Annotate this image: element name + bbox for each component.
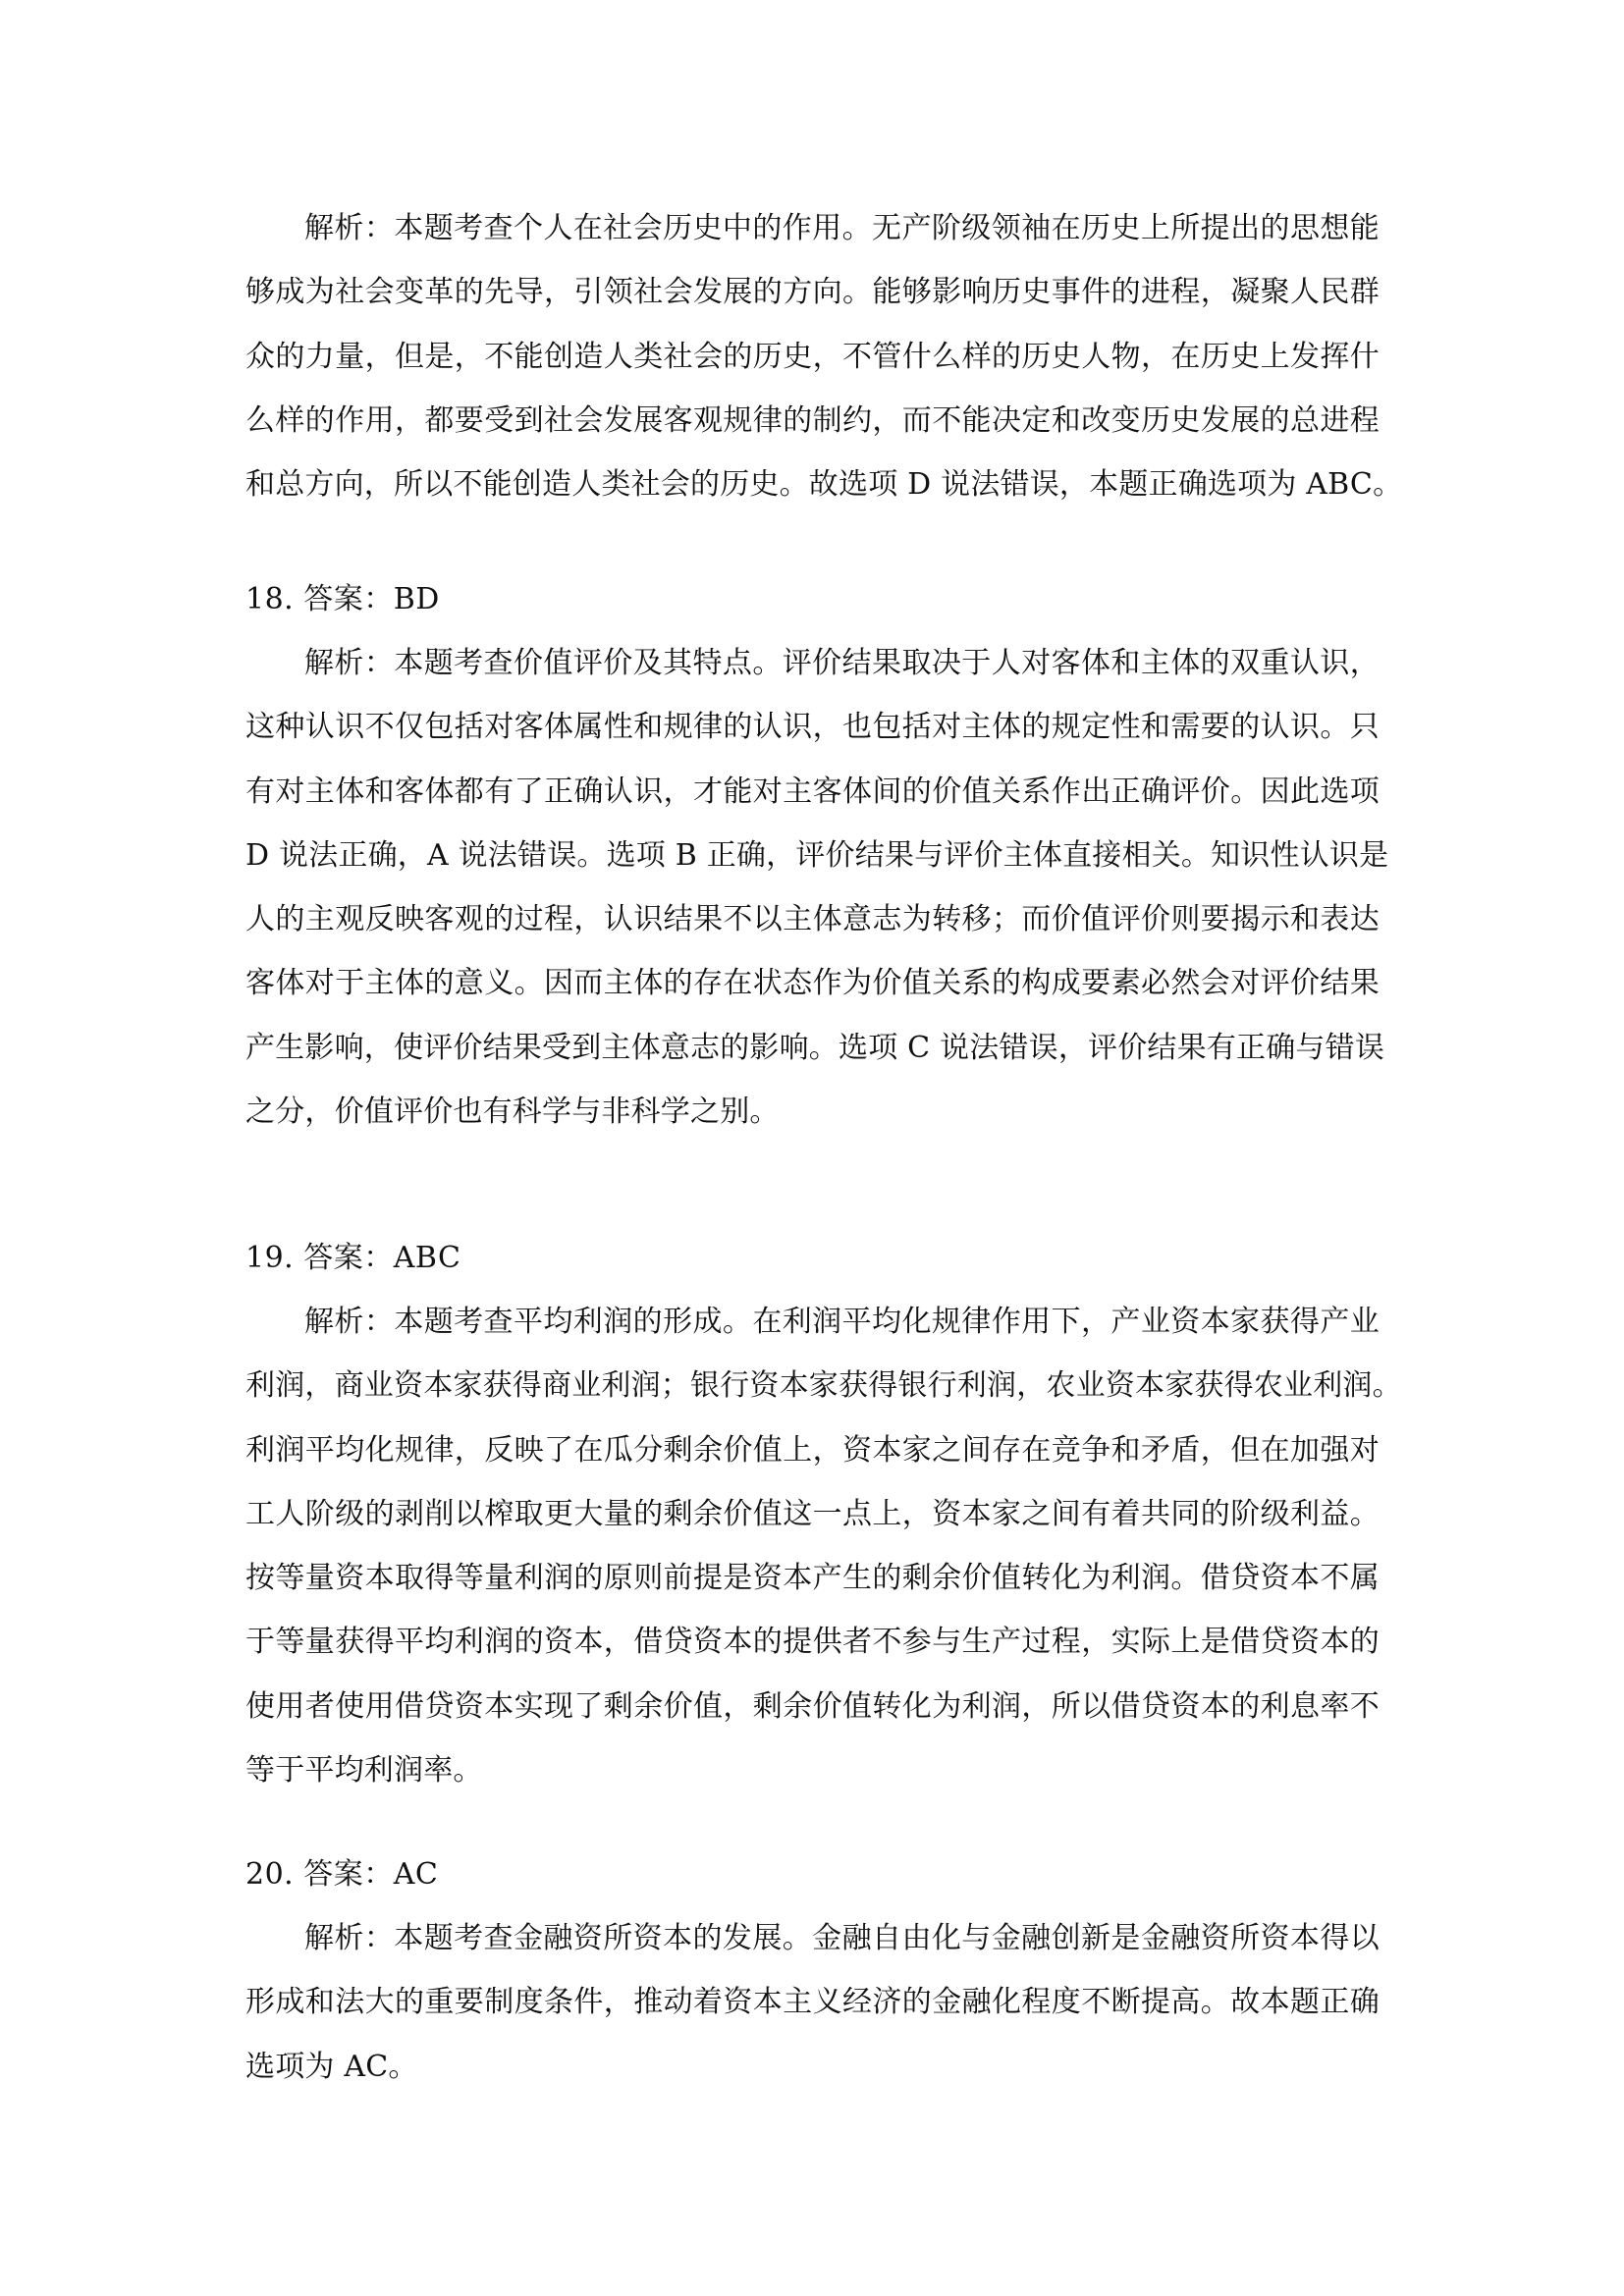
answer-20 — [245, 1843, 1380, 2099]
answer-18 — [245, 568, 1389, 1144]
analysis-line: 选项为 AC。 — [245, 2049, 418, 2084]
analysis-line: 利润，商业资本家获得商业利润；银行资本家获得银行利润，农业资本家获得农业利润。 — [245, 1368, 1402, 1404]
analysis-line: 这种认识不仅包括对客体属性和规律的认识，也包括对主体的规定性和需要的认识。只 — [245, 710, 1380, 745]
analysis-line: 够成为社会变革的先导，引领社会发展的方向。能够影响历史事件的进程，凝聚人民群 — [245, 275, 1380, 310]
answer-heading: 18. 答案：BD — [245, 582, 440, 616]
analysis-line: 么样的作用，都要受到社会发展客观规律的制约，而不能决定和改变历史发展的总进程 — [245, 402, 1380, 438]
analysis-line: 解析：本题考查平均利润的形成。在利润平均化规律作用下，产业资本家获得产业 — [304, 1305, 1380, 1339]
analysis-line: 利润平均化规律，反映了在瓜分剩余价值上，资本家之间存在竞争和矛盾，但在加强对 — [245, 1432, 1380, 1468]
analysis-line: D 说法正确，A 说法错误。选项 B 正确，评价结果与评价主体直接相关。知识性认识是 — [245, 837, 1389, 873]
analysis-17 — [245, 196, 1403, 516]
analysis-line: 和总方向，所以不能创造人类社会的历史。故选项 D 说法错误，本题正确选项为 ABC。 — [245, 467, 1403, 503]
answer-19 — [245, 1227, 1402, 1802]
answer-heading: 19. 答案：ABC — [245, 1241, 461, 1275]
analysis-line: 解析：本题考查金融资所资本的发展。金融自由化与金融创新是金融资所资本得以 — [304, 1921, 1380, 1955]
analysis-line: 客体对于主体的意义。因而主体的存在状态作为价值关系的构成要素必然会对评价结果 — [245, 966, 1380, 1001]
analysis-line: 有对主体和客体都有了正确认识，才能对主客体间的价值关系作出正确评价。因此选项 — [245, 774, 1380, 809]
analysis-line: 形成和法大的重要制度条件，推动着资本主义经济的金融化程度不断提高。故本题正确 — [245, 1985, 1380, 2020]
analysis-line: 人的主观反映客观的过程，认识结果不以主体意志为转移；而价值评价则要揭示和表达 — [245, 902, 1380, 937]
answer-heading: 20. 答案：AC — [245, 1857, 439, 1892]
analysis-line: 之分，价值评价也有科学与非科学之别。 — [245, 1095, 780, 1130]
analysis-line: 工人阶级的剥削以榨取更大量的剩余价值这一点上，资本家之间有着共同的阶级利益。 — [245, 1496, 1380, 1531]
analysis-line: 众的力量，但是，不能创造人类社会的历史，不管什么样的历史人物，在历史上发挥什 — [245, 339, 1380, 374]
analysis-line: 等于平均利润率。 — [245, 1753, 483, 1789]
analysis-line: 解析：本题考查个人在社会历史中的作用。无产阶级领袖在历史上所提出的思想能 — [304, 211, 1380, 245]
analysis-line: 按等量资本取得等量利润的原则前提是资本产生的剩余价值转化为利润。借贷资本不属 — [245, 1561, 1380, 1596]
analysis-line: 解析：本题考查价值评价及其特点。评价结果取决于人对客体和主体的双重认识， — [304, 646, 1380, 680]
analysis-line: 使用者使用借贷资本实现了剩余价值，剩余价值转化为利润，所以借贷资本的利息率不 — [245, 1688, 1380, 1724]
analysis-line: 于等量获得平均利润的资本，借贷资本的提供者不参与生产过程，实际上是借贷资本的 — [245, 1625, 1380, 1660]
analysis-line: 产生影响，使评价结果受到主体意志的影响。选项 C 说法错误，评价结果有正确与错误 — [245, 1030, 1385, 1065]
